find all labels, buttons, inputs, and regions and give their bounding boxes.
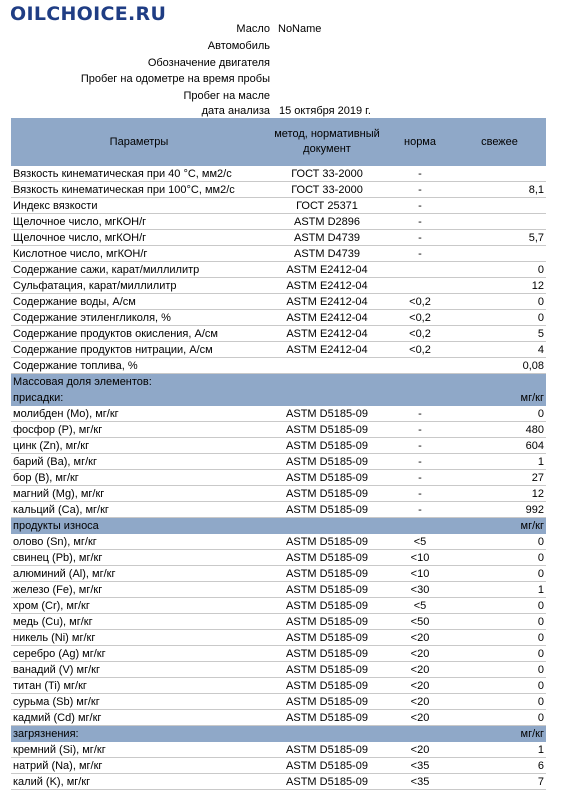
cell-fresh: 1 xyxy=(453,454,546,470)
cell-fresh: 0 xyxy=(453,262,546,278)
cell-norm: - xyxy=(387,502,453,518)
table-row xyxy=(11,198,546,214)
cell-fresh: 0,08 xyxy=(453,358,546,374)
meta-label: Масло xyxy=(236,23,270,35)
cell-method: ASTM D5185-09 xyxy=(267,774,387,790)
cell-param: Кислотное число, мгКОН/г xyxy=(11,246,267,262)
cell-norm: <20 xyxy=(387,646,453,662)
cell-norm: <35 xyxy=(387,774,453,790)
cell-method: ASTM E2412-04 xyxy=(267,278,387,294)
table-row xyxy=(11,454,546,470)
cell-method: ASTM D5185-09 xyxy=(267,646,387,662)
cell-fresh xyxy=(453,166,546,182)
table-row xyxy=(11,662,546,678)
meta-label: дата анализа xyxy=(201,105,270,117)
section-unit xyxy=(453,374,546,390)
section-row xyxy=(11,726,546,742)
cell-param: кремний (Si), мг/кг xyxy=(11,742,267,758)
cell-fresh: 4 xyxy=(453,342,546,358)
cell-fresh: 0 xyxy=(453,694,546,710)
cell-norm: <0,2 xyxy=(387,294,453,310)
cell-method: ASTM D2896 xyxy=(267,214,387,230)
header-fresh: свежее xyxy=(453,118,546,166)
table-row xyxy=(11,534,546,550)
cell-method: ASTM D5185-09 xyxy=(267,422,387,438)
cell-norm: - xyxy=(387,406,453,422)
cell-fresh: 480 xyxy=(453,422,546,438)
cell-method: ASTM E2412-04 xyxy=(267,262,387,278)
cell-fresh: 8,1 xyxy=(453,182,546,198)
cell-method: ASTM D5185-09 xyxy=(267,486,387,502)
section-title: продукты износа xyxy=(11,518,453,534)
cell-method: ASTM D5185-09 xyxy=(267,758,387,774)
cell-param: Щелочное число, мгКОН/г xyxy=(11,214,267,230)
cell-method: ГОСТ 33-2000 xyxy=(267,166,387,182)
cell-method: ASTM D5185-09 xyxy=(267,582,387,598)
cell-fresh: 0 xyxy=(453,662,546,678)
cell-method: ASTM E2412-04 xyxy=(267,326,387,342)
cell-fresh: 0 xyxy=(453,646,546,662)
table-row xyxy=(11,246,546,262)
cell-norm: - xyxy=(387,422,453,438)
cell-fresh: 5,7 xyxy=(453,230,546,246)
cell-method: ASTM D5185-09 xyxy=(267,598,387,614)
cell-param: алюминий (Al), мг/кг xyxy=(11,566,267,582)
table-row xyxy=(11,758,546,774)
table-row xyxy=(11,166,546,182)
cell-param: ванадий (V) мг/кг xyxy=(11,662,267,678)
cell-fresh: 0 xyxy=(453,598,546,614)
meta-value: 15 октября 2019 г. xyxy=(279,105,371,117)
cell-method: ASTM D5185-09 xyxy=(267,550,387,566)
cell-method: ASTM D5185-09 xyxy=(267,438,387,454)
cell-param: Щелочное число, мгКОН/г xyxy=(11,230,267,246)
cell-method: ASTM D5185-09 xyxy=(267,502,387,518)
header-method: метод, нормативный документ xyxy=(267,118,387,166)
cell-method xyxy=(267,358,387,374)
cell-method: ASTM D4739 xyxy=(267,230,387,246)
cell-norm: <5 xyxy=(387,598,453,614)
cell-norm: - xyxy=(387,470,453,486)
table-row xyxy=(11,694,546,710)
cell-fresh: 0 xyxy=(453,406,546,422)
section-row xyxy=(11,518,546,534)
cell-norm: - xyxy=(387,214,453,230)
cell-param: Содержание воды, А/см xyxy=(11,294,267,310)
meta-label: Пробег на одометре на время пробы xyxy=(80,73,270,85)
cell-fresh: 1 xyxy=(453,582,546,598)
cell-norm xyxy=(387,358,453,374)
cell-norm: <20 xyxy=(387,710,453,726)
cell-fresh: 0 xyxy=(453,566,546,582)
table-row xyxy=(11,486,546,502)
cell-fresh: 12 xyxy=(453,486,546,502)
section-title: загрязнения: xyxy=(11,726,453,742)
table-row xyxy=(11,262,546,278)
table-header-row xyxy=(11,118,546,166)
table-row xyxy=(11,774,546,790)
site-logo[interactable]: OILCHOICE.RU xyxy=(10,3,167,25)
cell-method: ASTM D5185-09 xyxy=(267,454,387,470)
cell-norm: <20 xyxy=(387,678,453,694)
section-title: Массовая доля элементов: xyxy=(11,374,453,390)
cell-param: хром (Cr), мг/кг xyxy=(11,598,267,614)
cell-fresh: 992 xyxy=(453,502,546,518)
cell-method: ASTM D5185-09 xyxy=(267,470,387,486)
cell-fresh xyxy=(453,198,546,214)
cell-norm: - xyxy=(387,230,453,246)
cell-norm: <20 xyxy=(387,662,453,678)
table-row xyxy=(11,342,546,358)
cell-method: ASTM E2412-04 xyxy=(267,294,387,310)
table-row xyxy=(11,422,546,438)
header-norm: норма xyxy=(387,118,453,166)
table-row xyxy=(11,438,546,454)
cell-norm: <10 xyxy=(387,550,453,566)
cell-fresh: 0 xyxy=(453,678,546,694)
table-row xyxy=(11,630,546,646)
cell-param: цинк (Zn), мг/кг xyxy=(11,438,267,454)
table-row xyxy=(11,406,546,422)
table-row xyxy=(11,470,546,486)
table-row xyxy=(11,358,546,374)
cell-method: ASTM D5185-09 xyxy=(267,614,387,630)
cell-param: Индекс вязкости xyxy=(11,198,267,214)
cell-param: свинец (Pb), мг/кг xyxy=(11,550,267,566)
cell-norm: <0,2 xyxy=(387,342,453,358)
cell-method: ASTM D5185-09 xyxy=(267,406,387,422)
cell-norm: <5 xyxy=(387,534,453,550)
cell-fresh: 0 xyxy=(453,294,546,310)
cell-norm: - xyxy=(387,438,453,454)
cell-fresh xyxy=(453,214,546,230)
cell-fresh: 12 xyxy=(453,278,546,294)
header-param: Параметры xyxy=(11,118,267,166)
cell-param: Вязкость кинематическая при 40 °С, мм2/с xyxy=(11,166,267,182)
cell-norm: <0,2 xyxy=(387,310,453,326)
cell-param: Содержание этиленгликоля, % xyxy=(11,310,267,326)
table-row xyxy=(11,742,546,758)
cell-param: олово (Sn), мг/кг xyxy=(11,534,267,550)
cell-param: барий (Ba), мг/кг xyxy=(11,454,267,470)
cell-norm: <0,2 xyxy=(387,326,453,342)
cell-method: ГОСТ 33-2000 xyxy=(267,182,387,198)
meta-label: Обозначение двигателя xyxy=(147,57,270,69)
table-row xyxy=(11,646,546,662)
table-row xyxy=(11,502,546,518)
cell-param: железо (Fe), мг/кг xyxy=(11,582,267,598)
cell-param: Вязкость кинематическая при 100°С, мм2/с xyxy=(11,182,267,198)
cell-param: титан (Ti) мг/кг xyxy=(11,678,267,694)
cell-norm: <30 xyxy=(387,582,453,598)
cell-fresh: 0 xyxy=(453,310,546,326)
table-row xyxy=(11,182,546,198)
cell-norm: - xyxy=(387,454,453,470)
section-unit: мг/кг xyxy=(453,726,546,742)
cell-param: кальций (Ca), мг/кг xyxy=(11,502,267,518)
cell-fresh: 0 xyxy=(453,614,546,630)
cell-norm: <35 xyxy=(387,758,453,774)
table-row xyxy=(11,582,546,598)
section-title: присадки: xyxy=(11,390,453,406)
analysis-table xyxy=(11,118,546,790)
section-row xyxy=(11,374,546,390)
table-row xyxy=(11,598,546,614)
cell-fresh: 0 xyxy=(453,550,546,566)
cell-param: никель (Ni) мг/кг xyxy=(11,630,267,646)
cell-norm xyxy=(387,262,453,278)
cell-method: ASTM E2412-04 xyxy=(267,342,387,358)
cell-param: Сульфатация, карат/миллилитр xyxy=(11,278,267,294)
cell-param: кадмий (Cd) мг/кг xyxy=(11,710,267,726)
cell-fresh: 0 xyxy=(453,710,546,726)
table-row xyxy=(11,566,546,582)
table-row xyxy=(11,278,546,294)
cell-fresh: 0 xyxy=(453,630,546,646)
cell-param: серебро (Ag) мг/кг xyxy=(11,646,267,662)
cell-method: ASTM D5185-09 xyxy=(267,630,387,646)
table-row xyxy=(11,678,546,694)
cell-norm: - xyxy=(387,486,453,502)
cell-param: молибден (Mo), мг/кг xyxy=(11,406,267,422)
cell-param: калий (K), мг/кг xyxy=(11,774,267,790)
cell-norm: <20 xyxy=(387,630,453,646)
section-row xyxy=(11,390,546,406)
cell-norm: - xyxy=(387,198,453,214)
cell-method: ASTM D5185-09 xyxy=(267,742,387,758)
cell-method: ASTM D5185-09 xyxy=(267,566,387,582)
cell-param: Содержание продуктов окисления, А/см xyxy=(11,326,267,342)
meta-value: NoName xyxy=(278,23,322,35)
cell-norm: <10 xyxy=(387,566,453,582)
cell-param: Содержание топлива, % xyxy=(11,358,267,374)
table-row xyxy=(11,230,546,246)
cell-norm: <20 xyxy=(387,694,453,710)
cell-method: ASTM D5185-09 xyxy=(267,534,387,550)
cell-fresh: 5 xyxy=(453,326,546,342)
cell-fresh: 0 xyxy=(453,534,546,550)
cell-param: медь (Cu), мг/кг xyxy=(11,614,267,630)
cell-param: Содержание сажи, карат/миллилитр xyxy=(11,262,267,278)
cell-fresh: 7 xyxy=(453,774,546,790)
section-unit: мг/кг xyxy=(453,390,546,406)
cell-method: ГОСТ 25371 xyxy=(267,198,387,214)
cell-method: ASTM D4739 xyxy=(267,246,387,262)
cell-param: натрий (Na), мг/кг xyxy=(11,758,267,774)
cell-param: фосфор (P), мг/кг xyxy=(11,422,267,438)
cell-method: ASTM D5185-09 xyxy=(267,710,387,726)
cell-method: ASTM D5185-09 xyxy=(267,662,387,678)
cell-param: магний (Mg), мг/кг xyxy=(11,486,267,502)
meta-label: Автомобиль xyxy=(207,40,270,52)
cell-norm: <50 xyxy=(387,614,453,630)
cell-method: ASTM D5185-09 xyxy=(267,694,387,710)
cell-param: бор (B), мг/кг xyxy=(11,470,267,486)
table-row xyxy=(11,710,546,726)
cell-param: сурьма (Sb) мг/кг xyxy=(11,694,267,710)
cell-norm: - xyxy=(387,182,453,198)
table-row xyxy=(11,550,546,566)
cell-norm: <20 xyxy=(387,742,453,758)
meta-label: Пробег на масле xyxy=(183,90,270,102)
cell-param: Содержание продуктов нитрации, А/см xyxy=(11,342,267,358)
section-unit: мг/кг xyxy=(453,518,546,534)
cell-method: ASTM E2412-04 xyxy=(267,310,387,326)
table-row xyxy=(11,214,546,230)
cell-norm xyxy=(387,278,453,294)
table-row xyxy=(11,294,546,310)
cell-norm: - xyxy=(387,246,453,262)
cell-fresh: 604 xyxy=(453,438,546,454)
cell-method: ASTM D5185-09 xyxy=(267,678,387,694)
cell-fresh: 1 xyxy=(453,742,546,758)
cell-fresh xyxy=(453,246,546,262)
cell-fresh: 27 xyxy=(453,470,546,486)
table-row xyxy=(11,614,546,630)
cell-norm: - xyxy=(387,166,453,182)
table-row xyxy=(11,310,546,326)
cell-fresh: 6 xyxy=(453,758,546,774)
table-row xyxy=(11,326,546,342)
